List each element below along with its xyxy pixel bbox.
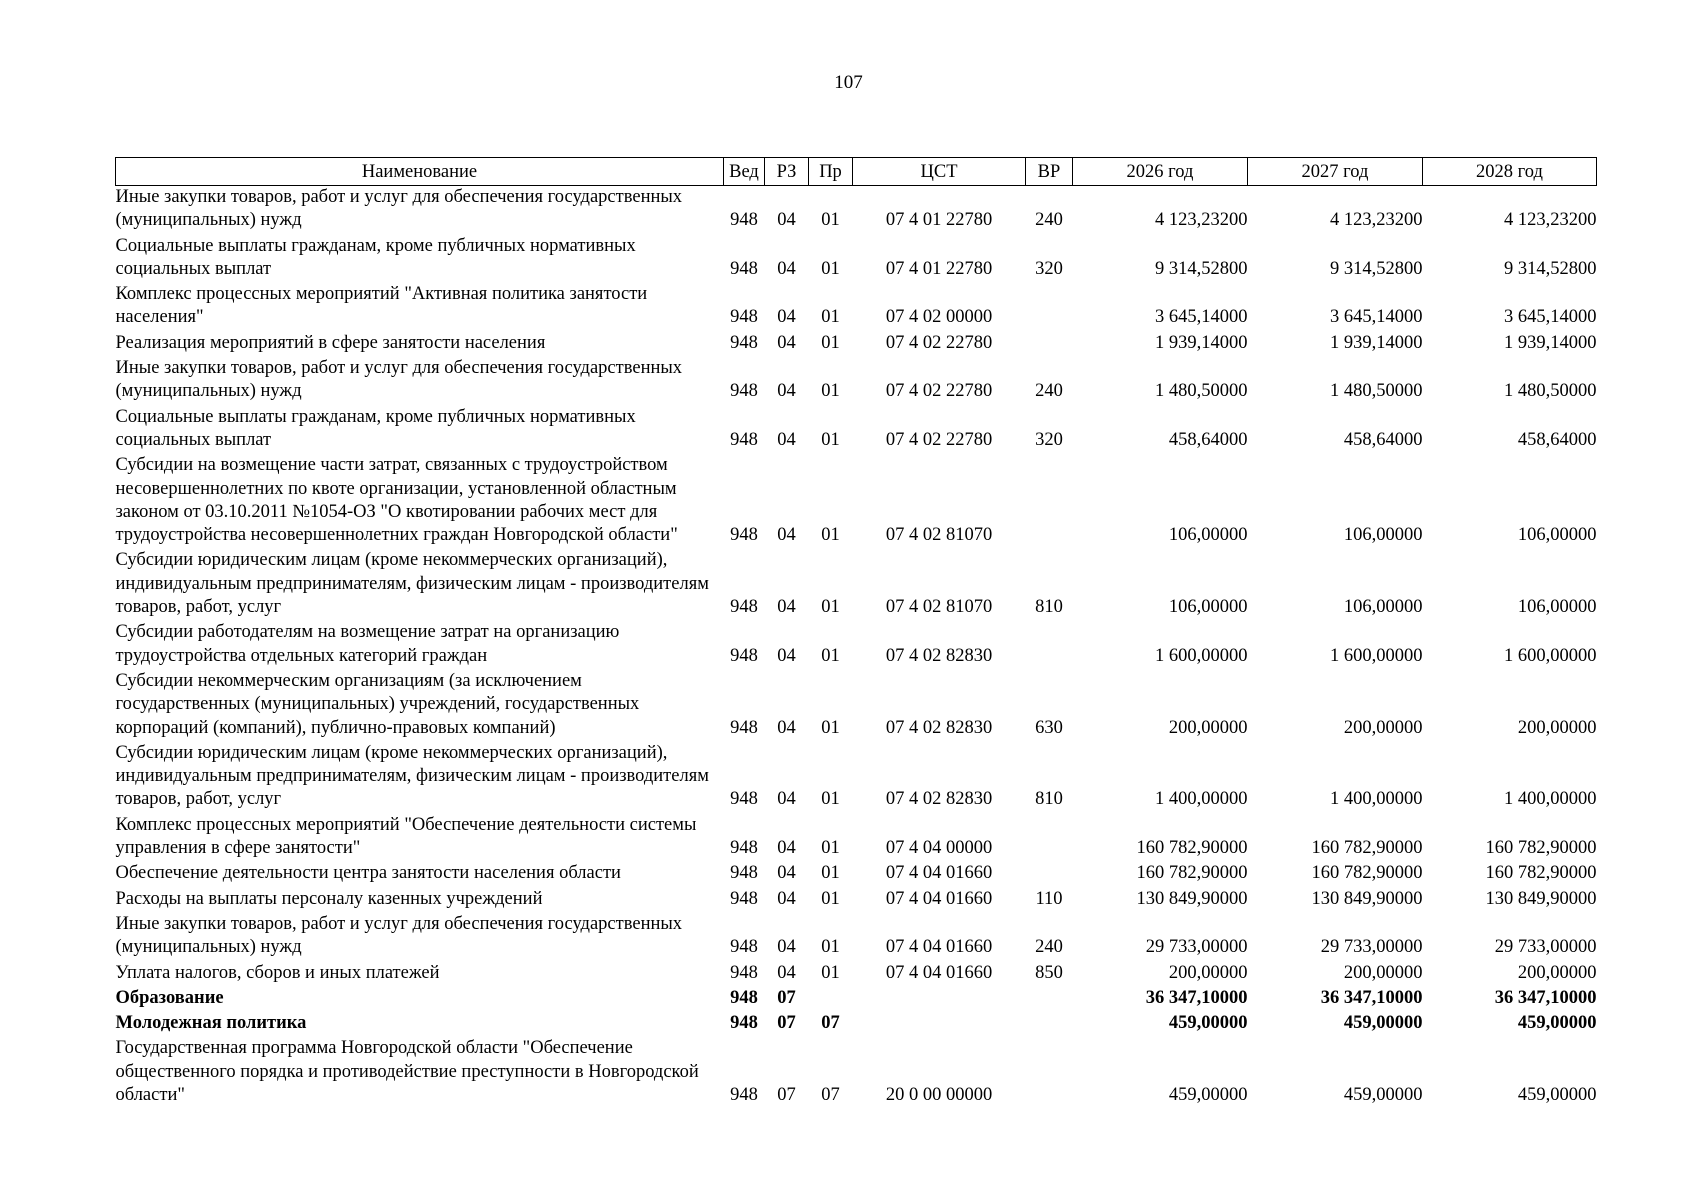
cell-2026: 106,00000 — [1168, 525, 1248, 546]
cell-2026: 160 782,90000 — [1136, 838, 1248, 859]
cell-vr: 320 — [1035, 429, 1063, 450]
cell-vr: 810 — [1035, 789, 1063, 810]
table-row — [116, 1012, 1597, 1037]
cell-pr: 01 — [821, 307, 840, 328]
cell-ved: 948 — [730, 888, 758, 909]
cell-pr: 07 — [821, 1013, 840, 1034]
cell-2028: 36 347,10000 — [1494, 987, 1597, 1008]
table-row — [116, 862, 1597, 887]
cell-cst: 07 4 02 82830 — [885, 717, 993, 738]
table-row — [116, 962, 1597, 987]
cell-2028: 106,00000 — [1517, 525, 1597, 546]
cell-2027: 4 123,23200 — [1330, 210, 1423, 231]
cell-rz: 04 — [777, 307, 796, 328]
cell-name: Комплекс процессных мероприятий "Активная политика занятости населения" — [115, 284, 648, 328]
cell-name: Социальные выплаты гражданам, кроме публичных нормативных социальных выплат — [115, 406, 636, 450]
cell-name: Субсидии юридическим лицам (кроме некоммерческих организаций), индивидуальным предпринимателям, физическим лицам - производителям товаров, работ, услуг — [115, 550, 709, 618]
cell-cst: 07 4 04 01660 — [885, 888, 993, 909]
cell-2026: 458,64000 — [1168, 429, 1248, 450]
cell-pr: 01 — [821, 332, 840, 353]
cell-2028: 160 782,90000 — [1485, 863, 1597, 884]
cell-2027: 200,00000 — [1343, 962, 1423, 983]
cell-pr: 01 — [821, 645, 840, 666]
cell-pr: 01 — [821, 210, 840, 231]
cell-2026: 4 123,23200 — [1155, 210, 1248, 231]
table-row — [116, 332, 1597, 357]
cell-pr: 01 — [821, 258, 840, 279]
cell-ved: 948 — [730, 987, 758, 1008]
cell-ved: 948 — [730, 597, 758, 618]
cell-2027: 36 347,10000 — [1320, 987, 1423, 1008]
cell-2028: 1 600,00000 — [1504, 645, 1597, 666]
cell-pr: 01 — [821, 789, 840, 810]
cell-rz: 04 — [777, 381, 796, 402]
cell-ved: 948 — [730, 210, 758, 231]
cell-rz: 04 — [777, 838, 796, 859]
cell-pr: 01 — [821, 838, 840, 859]
cell-rz: 04 — [777, 332, 796, 353]
cell-2028: 459,00000 — [1517, 1013, 1597, 1034]
cell-rz: 04 — [777, 863, 796, 884]
cell-ved: 948 — [730, 838, 758, 859]
cell-name: Субсидии юридическим лицам (кроме некоммерческих организаций), индивидуальным предпринимателям, физическим лицам - производителям товаров, работ, услуг — [115, 742, 709, 810]
cell-cst: 20 0 00 00000 — [885, 1084, 993, 1105]
cell-cst: 07 4 02 81070 — [885, 525, 993, 546]
col-header-cst: ЦСТ — [853, 158, 1026, 186]
cell-ved: 948 — [730, 645, 758, 666]
cell-2026: 130 849,90000 — [1136, 888, 1248, 909]
cell-2026: 9 314,52800 — [1155, 258, 1248, 279]
cell-2027: 1 600,00000 — [1330, 645, 1423, 666]
table-row — [116, 549, 1597, 621]
cell-vr — [1026, 862, 1073, 887]
cell-rz: 07 — [777, 987, 796, 1008]
cell-2026: 200,00000 — [1168, 962, 1248, 983]
cell-vr — [1026, 1012, 1073, 1037]
cell-2028: 458,64000 — [1517, 429, 1597, 450]
cell-2027: 1 480,50000 — [1330, 381, 1423, 402]
budget-table — [115, 157, 1597, 1109]
cell-ved: 948 — [730, 937, 758, 958]
cell-ved: 948 — [730, 332, 758, 353]
table-header-row — [116, 158, 1597, 186]
cell-cst: 07 4 02 22780 — [885, 429, 993, 450]
cell-2028: 29 733,00000 — [1494, 937, 1597, 958]
cell-vr: 320 — [1035, 258, 1063, 279]
cell-2027: 106,00000 — [1343, 597, 1423, 618]
cell-cst: 07 4 02 22780 — [885, 332, 993, 353]
table-row — [116, 888, 1597, 913]
cell-cst: 07 4 01 22780 — [885, 210, 993, 231]
cell-2027: 130 849,90000 — [1311, 888, 1423, 909]
cell-2028: 1 939,14000 — [1504, 332, 1597, 353]
cell-vr: 240 — [1035, 937, 1063, 958]
cell-2026: 200,00000 — [1168, 717, 1248, 738]
cell-name: Социальные выплаты гражданам, кроме публичных нормативных социальных выплат — [115, 235, 636, 279]
cell-rz: 04 — [777, 597, 796, 618]
cell-ved: 948 — [730, 717, 758, 738]
cell-name: Обеспечение деятельности центра занятости населения области — [115, 863, 621, 884]
table-row — [116, 186, 1597, 235]
cell-name: Субсидии некоммерческим организациям (за исключением государственных (муниципальных) учреждений, государственных корпораций (компаний), публично-правовых компаний) — [115, 670, 640, 738]
cell-ved: 948 — [730, 258, 758, 279]
table-row — [116, 814, 1597, 863]
cell-ved: 948 — [730, 525, 758, 546]
cell-pr: 01 — [821, 429, 840, 450]
cell-rz: 07 — [777, 1084, 796, 1105]
cell-2028: 9 314,52800 — [1504, 258, 1597, 279]
cell-name: Уплата налогов, сборов и иных платежей — [115, 962, 440, 983]
table-row — [116, 1037, 1597, 1109]
cell-pr — [809, 987, 853, 1012]
cell-2026: 1 400,00000 — [1155, 789, 1248, 810]
cell-cst — [853, 987, 1026, 1012]
cell-2026: 1 939,14000 — [1155, 332, 1248, 353]
cell-vr — [1026, 814, 1073, 863]
cell-2027: 200,00000 — [1343, 717, 1423, 738]
cell-2028: 200,00000 — [1517, 962, 1597, 983]
cell-name: Субсидии работодателям на возмещение затрат на организацию трудоустройства отдельных категорий граждан — [115, 622, 620, 666]
cell-rz: 04 — [777, 962, 796, 983]
cell-ved: 948 — [730, 429, 758, 450]
col-header-2027: 2027 год — [1248, 158, 1423, 186]
cell-vr: 630 — [1035, 717, 1063, 738]
cell-vr — [1026, 987, 1073, 1012]
cell-name: Государственная программа Новгородской области "Обеспечение общественного порядка и противодействие преступности в Новгородской области" — [115, 1038, 699, 1105]
cell-vr — [1026, 332, 1073, 357]
cell-pr: 01 — [821, 888, 840, 909]
cell-vr — [1026, 283, 1073, 332]
cell-2028: 130 849,90000 — [1485, 888, 1597, 909]
cell-name: Иные закупки товаров, работ и услуг для обеспечения государственных (муниципальных) нужд — [115, 913, 683, 958]
table-row — [116, 357, 1597, 406]
cell-2027: 106,00000 — [1343, 525, 1423, 546]
cell-cst — [853, 1012, 1026, 1037]
cell-2028: 200,00000 — [1517, 717, 1597, 738]
table-row — [116, 621, 1597, 670]
cell-2027: 9 314,52800 — [1330, 258, 1423, 279]
cell-2026: 1 600,00000 — [1155, 645, 1248, 666]
table-row — [116, 235, 1597, 284]
cell-cst: 07 4 02 82830 — [885, 645, 993, 666]
cell-2026: 1 480,50000 — [1155, 381, 1248, 402]
col-header-pr: Пр — [809, 158, 853, 186]
cell-rz: 04 — [777, 717, 796, 738]
cell-rz: 04 — [777, 210, 796, 231]
cell-pr: 01 — [821, 717, 840, 738]
cell-ved: 948 — [730, 863, 758, 884]
col-header-2028: 2028 год — [1423, 158, 1597, 186]
cell-rz: 04 — [777, 888, 796, 909]
cell-name: Комплекс процессных мероприятий "Обеспечение деятельности системы управления в сфере занятости" — [115, 814, 697, 859]
cell-ved: 948 — [730, 381, 758, 402]
cell-rz: 04 — [777, 525, 796, 546]
cell-cst: 07 4 01 22780 — [885, 258, 993, 279]
cell-cst: 07 4 02 00000 — [885, 307, 993, 328]
cell-vr: 850 — [1035, 962, 1063, 983]
cell-2028: 459,00000 — [1517, 1084, 1597, 1105]
cell-vr: 240 — [1035, 210, 1063, 231]
cell-cst: 07 4 02 82830 — [885, 789, 993, 810]
col-header-2026: 2026 год — [1073, 158, 1248, 186]
cell-rz: 04 — [777, 258, 796, 279]
page-number: 107 — [834, 72, 863, 93]
cell-name: Молодежная политика — [115, 1013, 307, 1034]
col-header-vr: ВР — [1026, 158, 1073, 186]
cell-2028: 106,00000 — [1517, 597, 1597, 618]
cell-cst: 07 4 04 01660 — [885, 863, 993, 884]
cell-2027: 459,00000 — [1343, 1013, 1423, 1034]
cell-cst: 07 4 04 01660 — [885, 962, 993, 983]
cell-cst: 07 4 02 22780 — [885, 381, 993, 402]
cell-ved: 948 — [730, 962, 758, 983]
table-row — [116, 913, 1597, 962]
cell-name: Субсидии на возмещение части затрат, связанных с трудоустройством несовершеннолетних по квоте организации, установленной областным законом от 03.10.2011 №1054-ОЗ "О квотировании рабочих мест для трудоустройства несовершеннолетних граждан Новгородской области" — [115, 455, 678, 546]
cell-pr: 01 — [821, 962, 840, 983]
cell-2027: 160 782,90000 — [1311, 863, 1423, 884]
cell-2027: 1 939,14000 — [1330, 332, 1423, 353]
cell-pr: 01 — [821, 525, 840, 546]
cell-2028: 3 645,14000 — [1504, 307, 1597, 328]
cell-vr — [1026, 454, 1073, 549]
cell-ved: 948 — [730, 1084, 758, 1105]
col-header-ved: Вед — [724, 158, 765, 186]
cell-2027: 3 645,14000 — [1330, 307, 1423, 328]
cell-2026: 3 645,14000 — [1155, 307, 1248, 328]
table-row — [116, 670, 1597, 742]
cell-ved: 948 — [730, 1013, 758, 1034]
cell-rz: 04 — [777, 645, 796, 666]
cell-cst: 07 4 04 01660 — [885, 937, 993, 958]
table-row — [116, 454, 1597, 549]
cell-cst: 07 4 02 81070 — [885, 597, 993, 618]
cell-2026: 459,00000 — [1168, 1084, 1248, 1105]
cell-ved: 948 — [730, 307, 758, 328]
cell-rz: 04 — [777, 937, 796, 958]
cell-rz: 04 — [777, 429, 796, 450]
cell-cst: 07 4 04 00000 — [885, 838, 993, 859]
cell-pr: 01 — [821, 937, 840, 958]
cell-pr: 01 — [821, 863, 840, 884]
cell-name: Образование — [115, 987, 224, 1008]
cell-vr: 810 — [1035, 597, 1063, 618]
cell-pr: 01 — [821, 381, 840, 402]
cell-2027: 160 782,90000 — [1311, 838, 1423, 859]
col-header-name: Наименование — [116, 158, 724, 186]
cell-2026: 106,00000 — [1168, 597, 1248, 618]
cell-vr — [1026, 1037, 1073, 1109]
table-row — [116, 283, 1597, 332]
table-row — [116, 406, 1597, 455]
cell-name: Иные закупки товаров, работ и услуг для обеспечения государственных (муниципальных) нужд — [115, 187, 683, 231]
cell-2027: 1 400,00000 — [1330, 789, 1423, 810]
cell-2026: 459,00000 — [1168, 1013, 1248, 1034]
table-row — [116, 987, 1597, 1012]
cell-vr: 110 — [1035, 888, 1063, 909]
cell-pr: 07 — [821, 1084, 840, 1105]
cell-2027: 29 733,00000 — [1320, 937, 1423, 958]
cell-2028: 4 123,23200 — [1504, 210, 1597, 231]
cell-vr — [1026, 621, 1073, 670]
cell-2026: 160 782,90000 — [1136, 863, 1248, 884]
cell-name: Реализация мероприятий в сфере занятости населения — [115, 332, 546, 353]
table-body — [116, 186, 1597, 1110]
cell-rz: 04 — [777, 789, 796, 810]
cell-2028: 1 400,00000 — [1504, 789, 1597, 810]
cell-2027: 459,00000 — [1343, 1084, 1423, 1105]
cell-name: Расходы на выплаты персоналу казенных учреждений — [115, 888, 543, 909]
cell-2027: 458,64000 — [1343, 429, 1423, 450]
cell-ved: 948 — [730, 789, 758, 810]
cell-name: Иные закупки товаров, работ и услуг для обеспечения государственных (муниципальных) нужд — [115, 358, 683, 402]
col-header-rz: РЗ — [765, 158, 809, 186]
cell-pr: 01 — [821, 597, 840, 618]
cell-2028: 1 480,50000 — [1504, 381, 1597, 402]
cell-2028: 160 782,90000 — [1485, 838, 1597, 859]
cell-vr: 240 — [1035, 381, 1063, 402]
cell-2026: 36 347,10000 — [1145, 987, 1248, 1008]
table-row — [116, 742, 1597, 814]
cell-rz: 07 — [777, 1013, 796, 1034]
cell-2026: 29 733,00000 — [1145, 937, 1248, 958]
